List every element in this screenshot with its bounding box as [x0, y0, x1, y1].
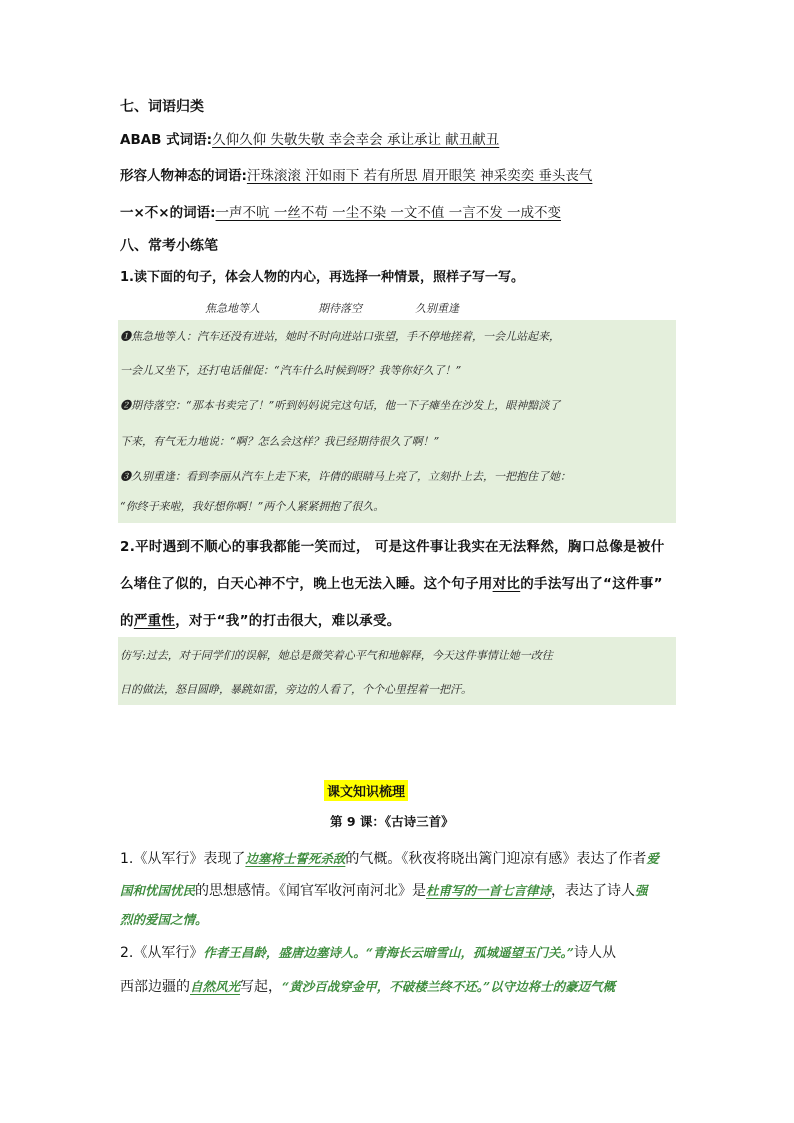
- question-2-line-1: 2.平时遇到不顺心的事我都能一笑而过， 可是这件事让我实在无法释然，胸口总像是被什: [120, 539, 665, 555]
- shentai-label: 形容人物神态的词语:: [120, 168, 247, 184]
- q2-text: 的手法写出了“这件事”: [520, 576, 663, 592]
- section-7-title: 七、词语归类: [120, 99, 204, 115]
- q2-text: ，对于“我”的打击很大，难以承受。: [175, 613, 401, 629]
- knowledge-highlight: 课文知识梳理: [324, 780, 408, 801]
- example-1-line-2: 一会儿又坐下，还打电话催促：“汽车什么时候到呀？我等你好久了！”: [120, 364, 462, 377]
- p1-answer: 国和忧国忧民: [120, 883, 196, 898]
- abab-words-line: [120, 128, 499, 148]
- p1-answer: 杜甫写的一首七言律诗: [426, 883, 552, 898]
- yibu-words-line: [120, 201, 561, 221]
- question-2-line-2: [120, 572, 663, 592]
- lesson-p2-line-1: [120, 942, 616, 962]
- question-2-line-3: [120, 609, 401, 629]
- q2-text: 的: [120, 613, 134, 629]
- example-2-line-2: 下来，有气无力地说：“啊？怎么会这样？我已经期待很久了啊！”: [120, 435, 440, 448]
- p1-answer: 爱: [646, 851, 659, 866]
- imitation-line-2: 日的做法，怒目圆睁，暴跳如雷，旁边的人看了，个个心里捏着一把汗。: [120, 683, 472, 696]
- p2-text: 西部边疆的: [120, 979, 190, 995]
- example-2-line-1: ❷期待落空：“那本书卖完了！”听到妈妈说完这句话，他一下子瘫坐在沙发上，眼神黯淡了: [120, 399, 561, 412]
- yibu-items: 一声不吭 一丝不苟 一尘不染 一文不值 一言不发 一成不变: [215, 205, 561, 221]
- p1-text: 的思想感情。《闻官军收河南河北》是: [195, 883, 427, 899]
- p2-answer: 作者王昌龄，盛唐边塞诗人。“青海长云暗雪山，孤城遥望玉门关。”: [203, 945, 574, 960]
- scene-label-2: 期待落空: [318, 302, 362, 315]
- yibu-label: 一×不×的词语:: [120, 205, 216, 221]
- p2-answer: “黄沙百战穿金甲，不破楼兰终不还。”以守边将士的豪迈气概: [282, 979, 616, 994]
- q2-text: 么堵住了似的，白天心神不宁，晚上也无法入睡。这个句子用: [120, 576, 493, 592]
- example-1-line-1: ❶焦急地等人：汽车还没有进站，她时不时向进站口张望，手不停地搓着，一会儿站起来，: [120, 330, 560, 343]
- abab-items: 久仰久仰 失敬失敬 幸会幸会 承让承让 献丑献丑: [212, 132, 500, 148]
- p1-text: ，表达了诗人: [551, 883, 636, 899]
- scene-label-3: 久别重逢: [415, 302, 459, 315]
- q2-answer-severity: 严重性: [133, 613, 176, 629]
- p1-answer: 强: [635, 883, 648, 898]
- p2-text: 写起，: [240, 979, 283, 995]
- scene-label-1: 焦急地等人: [205, 302, 260, 315]
- shentai-words-line: [120, 164, 592, 184]
- p2-answer: 自然风光: [190, 979, 241, 994]
- p1-text: 的气概。《秋夜将晓出篱门迎凉有感》表达了作者: [345, 851, 647, 867]
- question-1: 1.读下面的句子，体会人物的内心，再选择一种情景，照样子写一写。: [120, 270, 524, 285]
- example-3-line-1: ❸久别重逢：看到李丽从汽车上走下来，许倩的眼睛马上亮了，立刻扑上去，一把抱住了她：: [120, 470, 571, 483]
- lesson-p1-line-2: [120, 880, 648, 900]
- imitation-line-1: 仿写:过去，对于同学们的误解，她总是微笑着心平气和地解释，今天这件事情让她一改往: [120, 649, 553, 662]
- p2-text: 诗人从: [574, 945, 616, 961]
- shentai-items: 汗珠滚滚 汗如雨下 若有所思 眉开眼笑 神采奕奕 垂头丧气: [246, 168, 593, 184]
- p1-text: 1.《从军行》表现了: [120, 851, 246, 867]
- lesson-p1-line-3: [120, 910, 208, 928]
- p2-text: 2.《从军行》: [120, 945, 204, 961]
- q2-answer-contrast: 对比: [492, 576, 521, 592]
- p1-answer: 烈的爱国之情。: [120, 912, 208, 927]
- lesson-p2-line-2: [120, 976, 615, 996]
- lesson-p1-line-1: [120, 848, 659, 868]
- lesson-title: 第 9 课：《古诗三首》: [330, 814, 454, 829]
- example-3-line-2: “你终于来啦，我好想你啊！”两个人紧紧拥抱了很久。: [120, 500, 385, 513]
- section-8-title: 八、常考小练笔: [120, 238, 218, 254]
- abab-label: ABAB 式词语:: [120, 132, 213, 148]
- p1-answer: 边塞将士誓死杀敌: [245, 851, 346, 866]
